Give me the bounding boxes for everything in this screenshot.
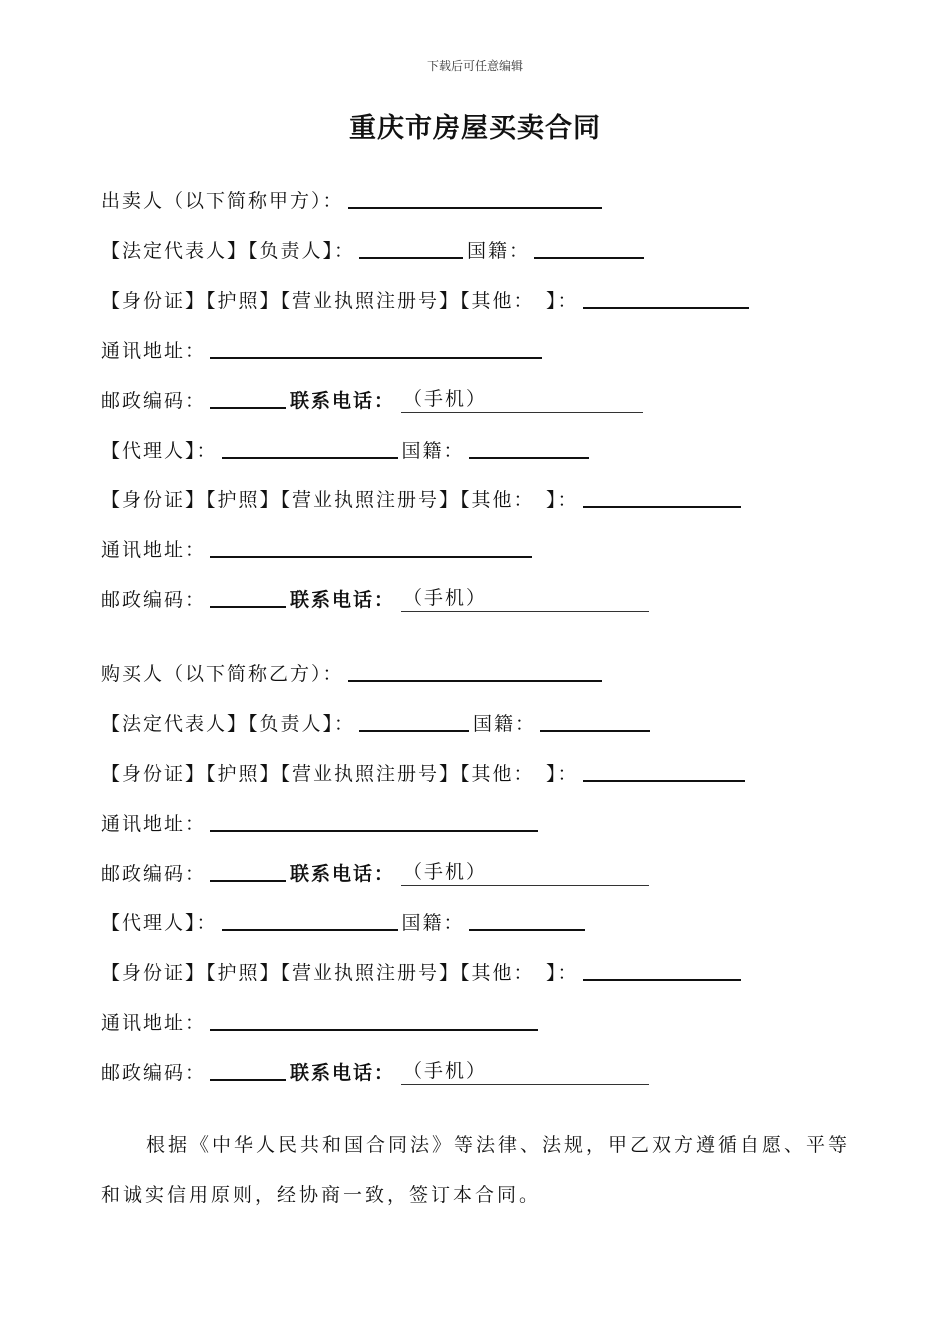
seller-agent-id-row (101, 482, 745, 512)
buyer-id-row (101, 756, 749, 786)
seller-id-blank[interactable] (583, 307, 749, 309)
seller-phone-field[interactable]: （手机） (401, 386, 643, 413)
buyer-label: 购买人（以下简称乙方）： (101, 663, 344, 685)
buyer-id-blank[interactable] (583, 780, 745, 782)
buyer-agent-blank[interactable] (222, 929, 398, 931)
seller-name-blank[interactable] (348, 207, 602, 209)
seller-phone-label: 联系电话： (290, 390, 396, 412)
buyer-agent-phone-field[interactable]: （手机） (401, 1058, 649, 1085)
buyer-agent-nationality-blank[interactable] (469, 929, 585, 931)
seller-agent-nationality-blank[interactable] (469, 457, 589, 459)
seller-agent-address-row (101, 532, 536, 562)
seller-agent-id-blank[interactable] (583, 506, 741, 508)
buyer-agent-postcode-label: 邮政编码： (101, 1062, 207, 1084)
seller-name-row (101, 183, 606, 213)
seller-legal-rep-label: 【法定代表人】【负责人】： (101, 240, 356, 262)
document-title: 重庆市房屋买卖合同 (349, 113, 601, 144)
seller-postcode-row (101, 383, 643, 413)
seller-address-row (101, 333, 546, 363)
buyer-legal-rep-label: 【法定代表人】【负责人】： (101, 713, 356, 735)
buyer-address-blank[interactable] (210, 830, 538, 832)
buyer-agent-id-row (101, 955, 745, 985)
buyer-agent-nationality-label: 国籍： (401, 912, 465, 934)
buyer-address-row (101, 806, 542, 836)
seller-legal-rep-blank[interactable] (359, 257, 463, 259)
seller-agent-address-label: 通讯地址： (101, 539, 207, 561)
page-header-note: 下载后可任意编辑 (426, 59, 523, 73)
buyer-address-label: 通讯地址： (101, 813, 207, 835)
buyer-agent-phone-label: 联系电话： (290, 1062, 396, 1084)
seller-address-blank[interactable] (210, 357, 542, 359)
seller-nationality-label: 国籍： (467, 240, 531, 262)
seller-agent-id-label: 【身份证】【护照】【营业执照注册号】【其他： 】： (101, 489, 579, 511)
buyer-nationality-label: 国籍： (473, 713, 537, 735)
intro-paragraph: 根据《中华人民共和国合同法》等法律、法规，甲乙双方遵循自愿、平等和诚实信用原则，经协商一致，签订本合同。 (101, 1134, 851, 1206)
buyer-agent-postcode-row (101, 1055, 649, 1085)
seller-agent-blank[interactable] (222, 457, 398, 459)
seller-label: 出卖人（以下简称甲方）： (101, 190, 344, 212)
buyer-name-blank[interactable] (348, 680, 602, 682)
buyer-agent-id-label: 【身份证】【护照】【营业执照注册号】【其他： 】： (101, 962, 579, 984)
seller-legal-rep-row (101, 233, 648, 263)
buyer-phone-field[interactable]: （手机） (401, 859, 649, 886)
seller-agent-postcode-label: 邮政编码： (101, 589, 207, 611)
buyer-agent-address-blank[interactable] (210, 1029, 538, 1031)
buyer-legal-rep-row (101, 706, 654, 736)
buyer-nationality-blank[interactable] (540, 730, 650, 732)
buyer-agent-postcode-blank[interactable] (210, 1079, 286, 1081)
seller-id-label: 【身份证】【护照】【营业执照注册号】【其他： 】： (101, 290, 579, 312)
seller-nationality-blank[interactable] (534, 257, 644, 259)
seller-agent-label: 【代理人】： (101, 440, 218, 462)
seller-agent-nationality-label: 国籍： (401, 440, 465, 462)
buyer-agent-row (101, 905, 589, 935)
buyer-legal-rep-blank[interactable] (359, 730, 469, 732)
buyer-id-label: 【身份证】【护照】【营业执照注册号】【其他： 】： (101, 763, 579, 785)
seller-agent-phone-label: 联系电话： (290, 589, 396, 611)
seller-agent-postcode-blank[interactable] (210, 606, 286, 608)
buyer-phone-label: 联系电话： (290, 863, 396, 885)
buyer-name-row (101, 656, 606, 686)
buyer-postcode-blank[interactable] (210, 880, 286, 882)
seller-id-row (101, 283, 753, 313)
seller-postcode-label: 邮政编码： (101, 390, 207, 412)
seller-agent-postcode-row (101, 582, 649, 612)
buyer-postcode-label: 邮政编码： (101, 863, 207, 885)
buyer-agent-address-label: 通讯地址： (101, 1012, 207, 1034)
buyer-postcode-row (101, 856, 649, 886)
buyer-agent-id-blank[interactable] (583, 979, 741, 981)
seller-postcode-blank[interactable] (210, 407, 286, 409)
seller-address-label: 通讯地址： (101, 340, 207, 362)
seller-agent-address-blank[interactable] (210, 556, 532, 558)
seller-agent-row (101, 433, 593, 463)
buyer-agent-address-row (101, 1005, 542, 1035)
seller-agent-phone-field[interactable]: （手机） (401, 585, 649, 612)
buyer-agent-label: 【代理人】： (101, 912, 218, 934)
